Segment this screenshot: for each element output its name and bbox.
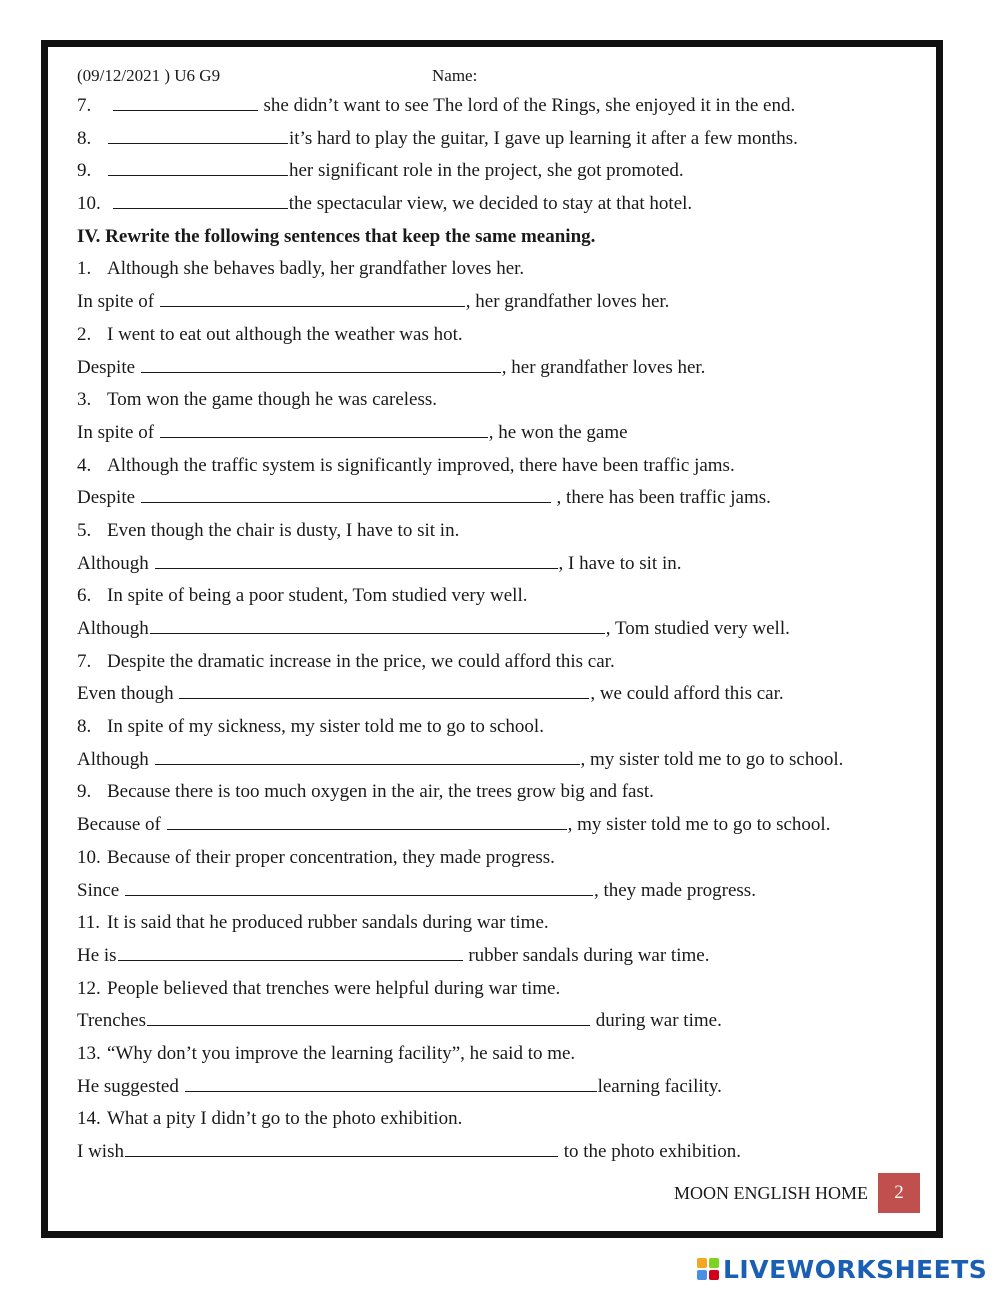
sentence-text: What a pity I didn’t go to the photo exhibition. [107,1108,463,1130]
item-number: 2. [77,323,92,345]
rewrite-row [77,548,916,581]
original-sentence [77,253,916,286]
rewrite-suffix: , Tom studied very well. [605,618,790,639]
item-number: 4. [77,454,92,476]
original-sentence [77,319,916,352]
answer-blank[interactable] [108,155,288,176]
answer-blank[interactable] [125,1136,558,1157]
page-number-badge: 2 [878,1173,920,1213]
rewrite-prefix: Although [77,618,149,639]
rewrite-row [77,482,916,515]
worksheet-header [77,62,916,90]
sentence-text: Tom won the game though he was careless. [107,389,438,411]
name-label: Name: [432,66,478,85]
rewrite-suffix: rubber sandals during war time. [463,944,710,966]
item-number: 7. [77,95,92,116]
rewrite-suffix: , my sister told me to go to school. [580,748,844,770]
sentence-text: Because of their proper concentration, they made progress. [107,846,555,868]
rewrite-suffix: during war time. [590,1010,722,1032]
rewrite-row [77,613,916,646]
item-number: 3. [77,389,92,411]
rewrite-suffix: , there has been traffic jams. [551,487,771,509]
icon-square [709,1258,719,1268]
item-number: 8. [77,716,92,738]
rewrite-prefix: In spite of [77,291,159,313]
original-sentence [77,907,916,940]
original-sentence [77,973,916,1006]
section-heading: IV. Rewrite the following sentences that keep the same meaning. [77,225,596,247]
sentence-text: Even though the chair is dusty, I have to sit in. [107,519,460,541]
rewrite-prefix: In spite of [77,421,159,443]
rewrite-row [77,1071,916,1104]
sentence-text: In spite of my sickness, my sister told me to go to school. [107,716,544,738]
rewrite-suffix: , her grandfather loves her. [465,291,670,313]
rewrite-prefix: Since [77,879,124,901]
rewrite-suffix: , he won the game [488,421,628,443]
rewrite-suffix: , I have to sit in. [558,552,682,574]
rewrite-prefix: Despite [77,487,140,509]
rewrite-prefix: I wish [77,1141,124,1162]
rewrite-row [77,1005,916,1038]
answer-blank[interactable] [125,875,593,896]
rewrite-suffix: learning facility. [597,1075,722,1097]
original-sentence [77,515,916,548]
original-sentence [77,842,916,875]
rewrite-prefix: He is [77,944,117,966]
rewrite-row [77,940,916,973]
exercise-row [77,155,916,188]
date-class-label: (09/12/2021 ) U6 G9 [77,66,221,85]
rewrite-prefix: He suggested [77,1075,184,1097]
original-sentence [77,646,916,679]
item-number: 8. [77,127,92,149]
original-sentence [77,711,916,744]
sentence-text: I went to eat out although the weather was hot. [107,323,463,345]
rewrite-suffix: , her grandfather loves her. [501,356,706,378]
rewrite-prefix: Because of [77,814,166,836]
answer-blank[interactable] [185,1071,597,1092]
sentence-text: It is said that he produced rubber sandals during war time. [107,912,549,934]
icon-square [709,1270,719,1280]
worksheet-page [41,40,943,1238]
answer-blank[interactable] [160,417,488,438]
original-sentence [77,1038,916,1071]
rewrite-row [77,744,916,777]
exercise-row [77,188,916,221]
rewrite-prefix: Trenches [77,1010,146,1032]
rewrite-row [77,1136,916,1169]
item-number: 14. [77,1108,101,1130]
rewrite-prefix: Despite [77,356,140,378]
item-number: 1. [77,258,92,280]
item-number: 7. [77,650,92,672]
answer-blank[interactable] [113,90,258,111]
original-sentence [77,580,916,613]
rewrite-suffix: , my sister told me to go to school. [567,814,831,836]
rewrite-prefix: Although [77,748,154,770]
answer-blank[interactable] [160,286,465,307]
original-sentence [77,450,916,483]
item-number: 6. [77,585,92,607]
answer-blank[interactable] [118,940,463,961]
rewrite-suffix: , we could afford this car. [590,683,784,705]
liveworksheets-logo [697,1254,987,1284]
item-number: 12. [77,977,101,999]
sentence-text: she didn’t want to see The lord of the Rings, she enjoyed it in the end. [263,95,796,116]
icon-square [697,1270,707,1280]
sentence-text: it’s hard to play the guitar, I gave up learning it after a few months. [289,127,798,149]
item-number: 11. [77,912,101,934]
answer-blank[interactable] [141,482,551,503]
sentence-text: the spectacular view, we decided to stay at that hotel. [288,193,693,215]
item-number: 10. [77,846,101,868]
answer-blank[interactable] [155,744,580,765]
rewrite-row [77,352,916,385]
answer-blank[interactable] [150,613,605,634]
answer-blank[interactable] [108,123,288,144]
answer-blank[interactable] [155,548,558,569]
sentence-text: Because there is too much oxygen in the air, the trees grow big and fast. [107,781,654,803]
original-sentence [77,776,916,809]
footer-label: MOON ENGLISH HOME [674,1182,868,1203]
rewrite-row [77,286,916,319]
rewrite-prefix: Although [77,552,154,574]
icon-square [697,1258,707,1268]
item-number: 13. [77,1042,101,1064]
answer-blank[interactable] [141,352,501,373]
sentence-text: In spite of being a poor student, Tom studied very well. [107,585,528,607]
sentence-text: Although the traffic system is significantly improved, there have been traffic jams. [107,454,735,476]
item-number: 10. [77,193,101,215]
rewrite-suffix: to the photo exhibition. [558,1141,742,1162]
rewrite-row [77,417,916,450]
liveworksheets-icon [697,1258,719,1280]
answer-blank[interactable] [147,1005,590,1026]
rewrite-row [77,809,916,842]
original-sentence [77,384,916,417]
worksheet-content [77,62,916,1169]
item-number: 5. [77,519,92,541]
exercise-row [77,90,916,123]
sentence-text: Despite the dramatic increase in the price, we could afford this car. [107,650,615,672]
answer-blank[interactable] [167,809,567,830]
sentence-text: “Why don’t you improve the learning facility”, he said to me. [107,1042,576,1064]
item-number: 9. [77,160,92,182]
sentence-text: Although she behaves badly, her grandfather loves her. [107,258,525,280]
item-number: 9. [77,781,92,803]
brand-name: LIVEWORKSHEETS [723,1254,988,1284]
rewrite-suffix: , they made progress. [593,879,756,901]
rewrite-row [77,678,916,711]
rewrite-prefix: Even though [77,683,179,705]
exercise-row [77,123,916,156]
rewrite-row [77,875,916,908]
sentence-text: People believed that trenches were helpful during war time. [107,977,561,999]
answer-blank[interactable] [113,188,288,209]
original-sentence [77,1103,916,1136]
answer-blank[interactable] [179,678,589,699]
sentence-text: her significant role in the project, she got promoted. [289,160,684,182]
page-footer [674,1173,920,1213]
